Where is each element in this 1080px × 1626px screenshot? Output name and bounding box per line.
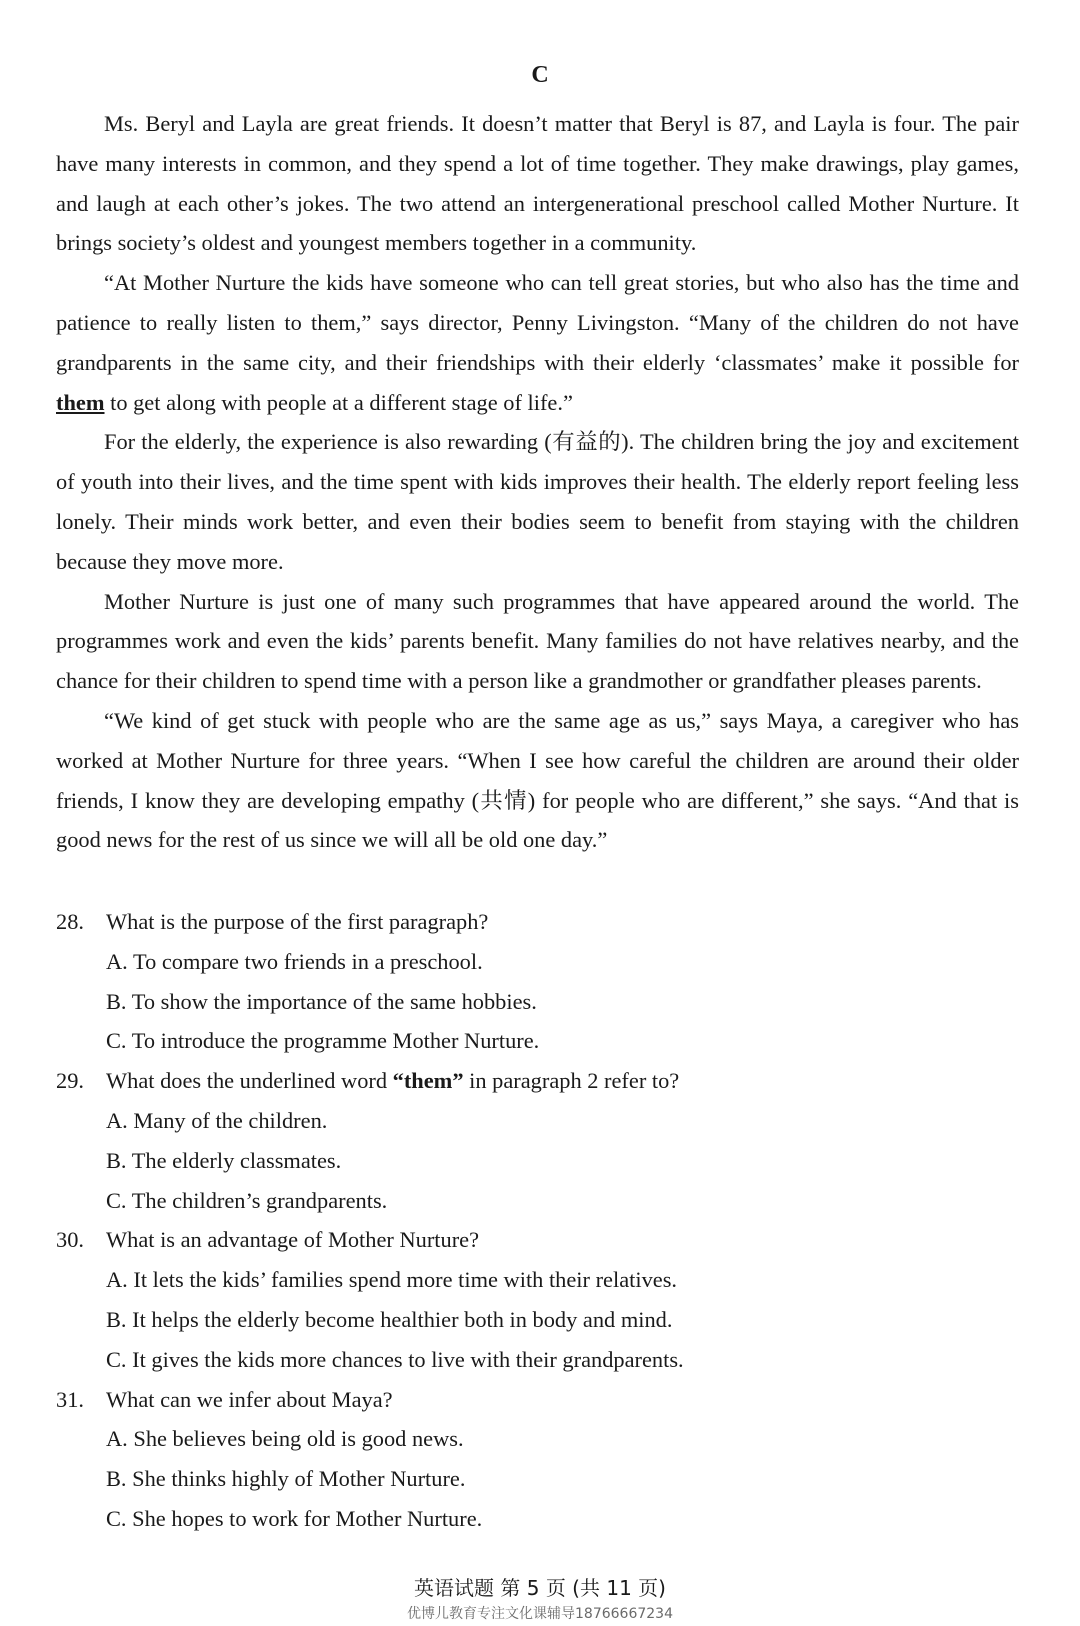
passage-paragraph-3: For the elderly, the experience is also rewarding (有益的). The children bring the joy and excitement of youth into their lives, and the time spent with kids improves their health. The elderly report feeling less lonely. Their minds work better, and even their bodies seem to benefit from staying with the children because they move more.	[56, 429, 1019, 574]
passage-paragraph-5: “We kind of get stuck with people who are the same age as us,” says Maya, a caregiver who has worked at Mother Nurture for three years. “When I see how careful the children are around their older friends, I know they are developing empathy (共情) for people who are different,” she says. “And that is good news for the rest of us since we will all be old one day.”	[56, 707, 1019, 853]
option-b: B. To show the importance of the same hobbies.	[106, 988, 537, 1014]
option-a: A. Many of the children.	[106, 1107, 328, 1133]
question-29	[56, 1061, 1019, 1220]
option-b: B. She thinks highly of Mother Nurture.	[106, 1466, 466, 1492]
question-stem	[56, 902, 1019, 942]
question-text: What is an advantage of Mother Nurture?	[106, 1227, 480, 1253]
question-number: 28.	[56, 909, 84, 934]
option-c: C. It gives the kids more chances to live with their grandparents.	[106, 1346, 684, 1372]
passage-paragraph-4: Mother Nurture is just one of many such programmes that have appeared around the world. The programmes work and even the kids’ parents benefit. Many families do not have relatives nearby, and the chance for their children to spend time with a person like a grandmother or grandfather pleases parents.	[56, 588, 1019, 694]
question-text: What is the purpose of the first paragraph?	[106, 909, 489, 934]
section-heading: C	[531, 62, 549, 88]
question-number: 30.	[56, 1227, 84, 1253]
reading-passage	[56, 104, 1019, 860]
option-a: A. To compare two friends in a preschool.	[106, 948, 483, 974]
question-text: What can we infer about Maya?	[106, 1386, 393, 1412]
passage-paragraph-1: Ms. Beryl and Layla are great friends. It doesn’t matter that Beryl is 87, and Layla is four. The pair have many interests in common, and they spend a lot of time together. They make drawings, play games, and laugh at each other’s jokes. The two attend an intergenerational preschool called Mother Nurture. It brings society’s oldest and youngest members together in a community.	[56, 111, 1019, 256]
watermark-text: 优博儿教育专注文化课辅导18766667234	[407, 1606, 673, 1622]
underlined-word: them	[56, 389, 105, 415]
page-footer: 英语试题 第 5 页 (共 11 页)	[414, 1576, 666, 1600]
question-28	[56, 902, 1019, 1061]
paragraph-2-text-end: to get along with people at a different stage of life.”	[104, 389, 573, 415]
question-stem	[56, 1220, 1019, 1260]
question-text-end: in paragraph 2 refer to?	[463, 1068, 680, 1094]
option-c: C. She hopes to work for Mother Nurture.	[106, 1505, 483, 1531]
question-31	[56, 1380, 1019, 1539]
option-c: C. To introduce the programme Mother Nurture.	[106, 1028, 540, 1054]
question-number: 29.	[56, 1068, 84, 1094]
option-c: C. The children’s grandparents.	[106, 1187, 388, 1213]
passage-paragraph-2	[56, 263, 1019, 422]
question-list	[56, 902, 1019, 1539]
question-text-start: What does the underlined word	[106, 1068, 393, 1094]
question-stem	[56, 1380, 1019, 1420]
option-a: A. It lets the kids’ families spend more time with their relatives.	[106, 1267, 678, 1293]
option-b: B. It helps the elderly become healthier both in body and mind.	[106, 1306, 673, 1332]
paragraph-2-text-start: “At Mother Nurture the kids have someone who can tell great stories, but who also has the time and patience to really listen to them,” says director, Penny Livingston. “Many of the children do not have grandparents in the same city, and their friendships with their elderly ‘classmates’ make it possible for	[56, 270, 1019, 375]
option-b: B. The elderly classmates.	[106, 1147, 342, 1173]
question-bold-word: “them”	[392, 1068, 464, 1094]
question-30	[56, 1220, 1019, 1379]
question-stem	[56, 1061, 1019, 1101]
option-a: A. She believes being old is good news.	[106, 1426, 464, 1452]
question-number: 31.	[56, 1386, 84, 1412]
